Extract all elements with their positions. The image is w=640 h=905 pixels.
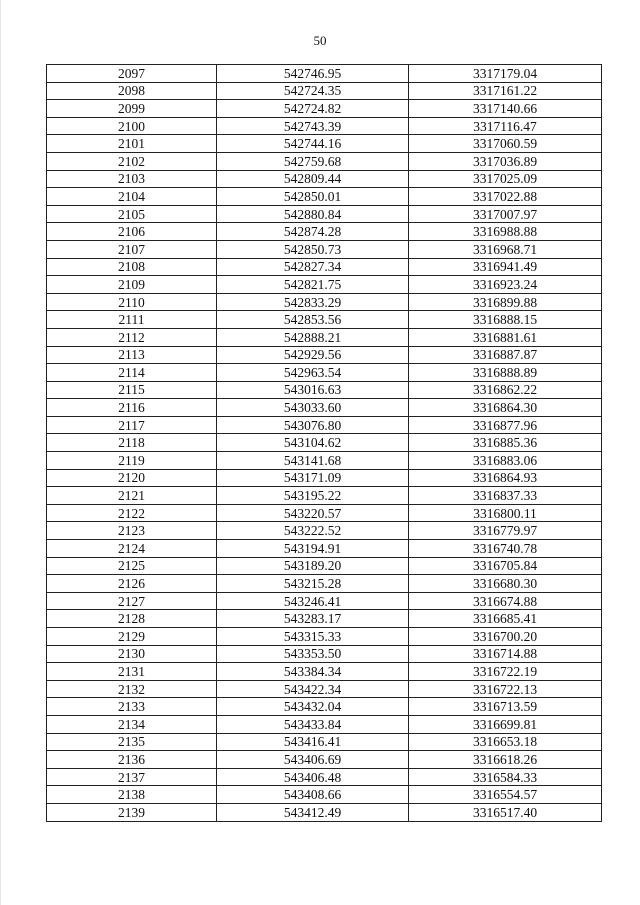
x-coordinate-cell: 543416.41	[217, 733, 409, 751]
y-coordinate-cell: 3317022.88	[409, 188, 602, 206]
y-coordinate-cell: 3316699.81	[409, 715, 602, 733]
table-row	[47, 346, 602, 364]
y-coordinate-cell: 3316705.84	[409, 557, 602, 575]
table-row	[47, 258, 602, 276]
table-row	[47, 152, 602, 170]
table-row	[47, 65, 602, 83]
point-number-cell: 2115	[47, 381, 217, 399]
table-row	[47, 751, 602, 769]
y-coordinate-cell: 3316862.22	[409, 381, 602, 399]
point-number-cell: 2103	[47, 170, 217, 188]
point-number-cell: 2097	[47, 65, 217, 83]
coordinates-table-body	[47, 65, 602, 822]
y-coordinate-cell: 3317116.47	[409, 117, 602, 135]
x-coordinate-cell: 543195.22	[217, 487, 409, 505]
point-number-cell: 2131	[47, 663, 217, 681]
table-row	[47, 680, 602, 698]
table-row	[47, 715, 602, 733]
x-coordinate-cell: 543412.49	[217, 803, 409, 821]
point-number-cell: 2109	[47, 276, 217, 294]
point-number-cell: 2130	[47, 645, 217, 663]
table-row	[47, 557, 602, 575]
table-row	[47, 311, 602, 329]
x-coordinate-cell: 543076.80	[217, 416, 409, 434]
point-number-cell: 2128	[47, 610, 217, 628]
table-row	[47, 786, 602, 804]
x-coordinate-cell: 543246.41	[217, 592, 409, 610]
table-row	[47, 540, 602, 558]
point-number-cell: 2122	[47, 504, 217, 522]
table-row	[47, 399, 602, 417]
x-coordinate-cell: 543406.48	[217, 768, 409, 786]
x-coordinate-cell: 542827.34	[217, 258, 409, 276]
table-row	[47, 610, 602, 628]
table-row	[47, 733, 602, 751]
table-row	[47, 452, 602, 470]
point-number-cell: 2133	[47, 698, 217, 716]
point-number-cell: 2118	[47, 434, 217, 452]
table-row	[47, 188, 602, 206]
table-row	[47, 135, 602, 153]
x-coordinate-cell: 542850.73	[217, 240, 409, 258]
scan-edge-line	[0, 0, 1, 905]
table-row	[47, 628, 602, 646]
table-row	[47, 223, 602, 241]
x-coordinate-cell: 542963.54	[217, 364, 409, 382]
y-coordinate-cell: 3316988.88	[409, 223, 602, 241]
table-row	[47, 768, 602, 786]
y-coordinate-cell: 3317161.22	[409, 82, 602, 100]
y-coordinate-cell: 3317036.89	[409, 152, 602, 170]
y-coordinate-cell: 3316864.30	[409, 399, 602, 417]
x-coordinate-cell: 543194.91	[217, 540, 409, 558]
x-coordinate-cell: 542850.01	[217, 188, 409, 206]
table-row	[47, 487, 602, 505]
y-coordinate-cell: 3316618.26	[409, 751, 602, 769]
y-coordinate-cell: 3316680.30	[409, 575, 602, 593]
x-coordinate-cell: 542929.56	[217, 346, 409, 364]
point-number-cell: 2099	[47, 100, 217, 118]
y-coordinate-cell: 3316837.33	[409, 487, 602, 505]
x-coordinate-cell: 542724.82	[217, 100, 409, 118]
point-number-cell: 2108	[47, 258, 217, 276]
x-coordinate-cell: 542821.75	[217, 276, 409, 294]
table-row	[47, 504, 602, 522]
x-coordinate-cell: 543283.17	[217, 610, 409, 628]
y-coordinate-cell: 3317179.04	[409, 65, 602, 83]
y-coordinate-cell: 3316685.41	[409, 610, 602, 628]
x-coordinate-cell: 542743.39	[217, 117, 409, 135]
point-number-cell: 2129	[47, 628, 217, 646]
x-coordinate-cell: 543353.50	[217, 645, 409, 663]
table-row	[47, 276, 602, 294]
table-row	[47, 592, 602, 610]
point-number-cell: 2125	[47, 557, 217, 575]
table-row	[47, 575, 602, 593]
point-number-cell: 2119	[47, 452, 217, 470]
x-coordinate-cell: 543433.84	[217, 715, 409, 733]
point-number-cell: 2104	[47, 188, 217, 206]
y-coordinate-cell: 3317060.59	[409, 135, 602, 153]
y-coordinate-cell: 3317140.66	[409, 100, 602, 118]
x-coordinate-cell: 542746.95	[217, 65, 409, 83]
x-coordinate-cell: 543406.69	[217, 751, 409, 769]
x-coordinate-cell: 542874.28	[217, 223, 409, 241]
x-coordinate-cell: 543189.20	[217, 557, 409, 575]
point-number-cell: 2106	[47, 223, 217, 241]
point-number-cell: 2114	[47, 364, 217, 382]
y-coordinate-cell: 3316883.06	[409, 452, 602, 470]
table-row	[47, 522, 602, 540]
y-coordinate-cell: 3316881.61	[409, 328, 602, 346]
x-coordinate-cell: 542833.29	[217, 293, 409, 311]
x-coordinate-cell: 543315.33	[217, 628, 409, 646]
point-number-cell: 2134	[47, 715, 217, 733]
table-row	[47, 117, 602, 135]
point-number-cell: 2135	[47, 733, 217, 751]
y-coordinate-cell: 3316923.24	[409, 276, 602, 294]
y-coordinate-cell: 3316864.93	[409, 469, 602, 487]
table-row	[47, 293, 602, 311]
point-number-cell: 2102	[47, 152, 217, 170]
x-coordinate-cell: 542744.16	[217, 135, 409, 153]
table-row	[47, 469, 602, 487]
x-coordinate-cell: 543215.28	[217, 575, 409, 593]
x-coordinate-cell: 542809.44	[217, 170, 409, 188]
y-coordinate-cell: 3316877.96	[409, 416, 602, 434]
point-number-cell: 2111	[47, 311, 217, 329]
y-coordinate-cell: 3316700.20	[409, 628, 602, 646]
point-number-cell: 2126	[47, 575, 217, 593]
y-coordinate-cell: 3316584.33	[409, 768, 602, 786]
y-coordinate-cell: 3316740.78	[409, 540, 602, 558]
y-coordinate-cell: 3316674.88	[409, 592, 602, 610]
point-number-cell: 2113	[47, 346, 217, 364]
point-number-cell: 2121	[47, 487, 217, 505]
point-number-cell: 2100	[47, 117, 217, 135]
page-number: 50	[313, 33, 327, 48]
x-coordinate-cell: 542880.84	[217, 205, 409, 223]
table-row	[47, 240, 602, 258]
table-row	[47, 205, 602, 223]
y-coordinate-cell: 3316779.97	[409, 522, 602, 540]
x-coordinate-cell: 542888.21	[217, 328, 409, 346]
x-coordinate-cell: 543016.63	[217, 381, 409, 399]
x-coordinate-cell: 543222.52	[217, 522, 409, 540]
y-coordinate-cell: 3316899.88	[409, 293, 602, 311]
point-number-cell: 2101	[47, 135, 217, 153]
y-coordinate-cell: 3316888.89	[409, 364, 602, 382]
point-number-cell: 2117	[47, 416, 217, 434]
point-number-cell: 2107	[47, 240, 217, 258]
x-coordinate-cell: 543104.62	[217, 434, 409, 452]
y-coordinate-cell: 3316941.49	[409, 258, 602, 276]
point-number-cell: 2136	[47, 751, 217, 769]
x-coordinate-cell: 542724.35	[217, 82, 409, 100]
y-coordinate-cell: 3316885.36	[409, 434, 602, 452]
table-row	[47, 328, 602, 346]
table-row	[47, 803, 602, 821]
y-coordinate-cell: 3316722.13	[409, 680, 602, 698]
y-coordinate-cell: 3316713.59	[409, 698, 602, 716]
table-row	[47, 416, 602, 434]
point-number-cell: 2105	[47, 205, 217, 223]
table-row	[47, 170, 602, 188]
x-coordinate-cell: 543141.68	[217, 452, 409, 470]
y-coordinate-cell: 3316887.87	[409, 346, 602, 364]
point-number-cell: 2116	[47, 399, 217, 417]
x-coordinate-cell: 543220.57	[217, 504, 409, 522]
y-coordinate-cell: 3316554.57	[409, 786, 602, 804]
x-coordinate-cell: 543422.34	[217, 680, 409, 698]
x-coordinate-cell: 543432.04	[217, 698, 409, 716]
y-coordinate-cell: 3316722.19	[409, 663, 602, 681]
y-coordinate-cell: 3316653.18	[409, 733, 602, 751]
point-number-cell: 2112	[47, 328, 217, 346]
x-coordinate-cell: 543033.60	[217, 399, 409, 417]
point-number-cell: 2124	[47, 540, 217, 558]
y-coordinate-cell: 3316714.88	[409, 645, 602, 663]
y-coordinate-cell: 3316800.11	[409, 504, 602, 522]
point-number-cell: 2110	[47, 293, 217, 311]
point-number-cell: 2123	[47, 522, 217, 540]
x-coordinate-cell: 542759.68	[217, 152, 409, 170]
point-number-cell: 2120	[47, 469, 217, 487]
table-row	[47, 434, 602, 452]
y-coordinate-cell: 3316517.40	[409, 803, 602, 821]
x-coordinate-cell: 543384.34	[217, 663, 409, 681]
point-number-cell: 2098	[47, 82, 217, 100]
table-row	[47, 663, 602, 681]
point-number-cell: 2137	[47, 768, 217, 786]
table-row	[47, 100, 602, 118]
table-row	[47, 364, 602, 382]
point-number-cell: 2127	[47, 592, 217, 610]
coordinates-table	[46, 64, 602, 822]
table-row	[47, 381, 602, 399]
y-coordinate-cell: 3317025.09	[409, 170, 602, 188]
point-number-cell: 2132	[47, 680, 217, 698]
x-coordinate-cell: 543171.09	[217, 469, 409, 487]
x-coordinate-cell: 542853.56	[217, 311, 409, 329]
y-coordinate-cell: 3316888.15	[409, 311, 602, 329]
y-coordinate-cell: 3316968.71	[409, 240, 602, 258]
point-number-cell: 2138	[47, 786, 217, 804]
y-coordinate-cell: 3317007.97	[409, 205, 602, 223]
table-row	[47, 82, 602, 100]
point-number-cell: 2139	[47, 803, 217, 821]
table-row	[47, 645, 602, 663]
x-coordinate-cell: 543408.66	[217, 786, 409, 804]
table-row	[47, 698, 602, 716]
